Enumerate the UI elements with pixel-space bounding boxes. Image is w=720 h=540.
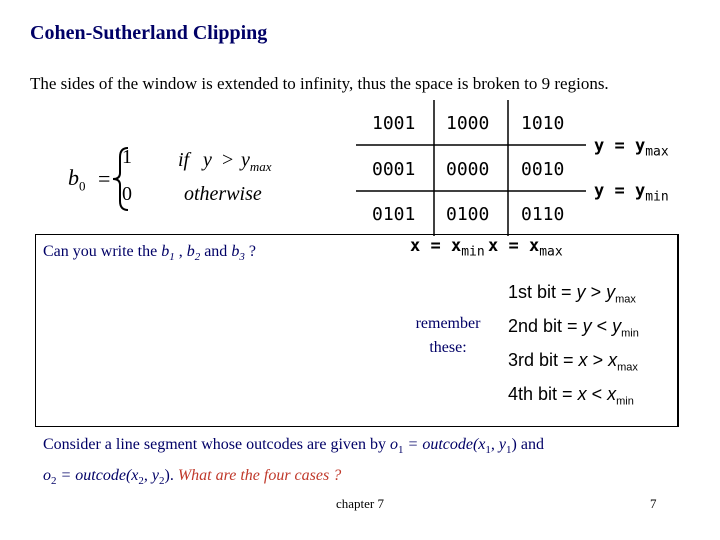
line-label-xmin: $x = x_{min}$ — [410, 236, 485, 260]
outcode-0110: 0110 — [521, 204, 565, 225]
formula-case2-text: otherwise — [184, 183, 262, 205]
formula-equals: = — [98, 166, 111, 191]
outcode-1010: 1010 — [521, 113, 565, 134]
question-text: Can you write the $b_1$ , $b_2$ and $b_3$ ? — [43, 243, 256, 264]
outcode-0001: 0001 — [372, 159, 416, 180]
page-number: 7 — [650, 496, 657, 511]
bit-3-definition: 3rd bit = $x > x_{max}$ — [508, 350, 638, 374]
bit-2-definition: 2nd bit = $y < y_{min}$ — [508, 316, 639, 340]
outcode-1000: 1000 — [446, 113, 490, 134]
outcode-0010: 0010 — [521, 159, 565, 180]
remember-line-2: these: — [429, 339, 467, 356]
bit-4-definition: 4th bit = $x < x_{min}$ — [508, 384, 634, 408]
remember-note — [404, 312, 492, 360]
outcode-0101: 0101 — [372, 204, 416, 225]
outcode-1001: 1001 — [372, 113, 416, 134]
formula-case1-y: y — [203, 149, 212, 171]
line-label-ymin: $y = y_{min}$ — [594, 181, 669, 205]
formula-case1-if: if — [178, 149, 190, 171]
outcode-0000: 0000 — [446, 159, 490, 180]
intro-text: The sides of the window is extended to infinity, thus the space is broken to 9 regions. — [30, 74, 609, 93]
consider-text: Consider a line segment whose outcodes are given by $o_1$ = $outcode(x_1$, $y_1$) and $o_2$ = $outcode(x_2$, $y_2$). What are the four cases ? — [43, 436, 544, 488]
formula-case1-ymax: $y_{max}$ — [241, 149, 272, 174]
slide-title: Cohen-Sutherland Clipping — [30, 22, 268, 44]
formula-case1-value: 1 — [122, 146, 132, 168]
formula-case2-value: 0 — [122, 183, 132, 205]
bit-1-definition: 1st bit = $y > y_{max}$ — [508, 282, 636, 306]
line-label-ymax: $y = y_{max}$ — [594, 136, 669, 160]
line-label-xmax: $x = x_{max}$ — [488, 236, 563, 260]
outcode-0100: 0100 — [446, 204, 490, 225]
formula-lhs: $b_0$ — [68, 165, 86, 194]
four-cases-question: What are the four cases ? — [177, 467, 342, 485]
remember-line-1: remember — [415, 315, 481, 332]
formula-case1-gt: > — [222, 149, 234, 171]
footer-chapter: chapter 7 — [336, 496, 385, 511]
